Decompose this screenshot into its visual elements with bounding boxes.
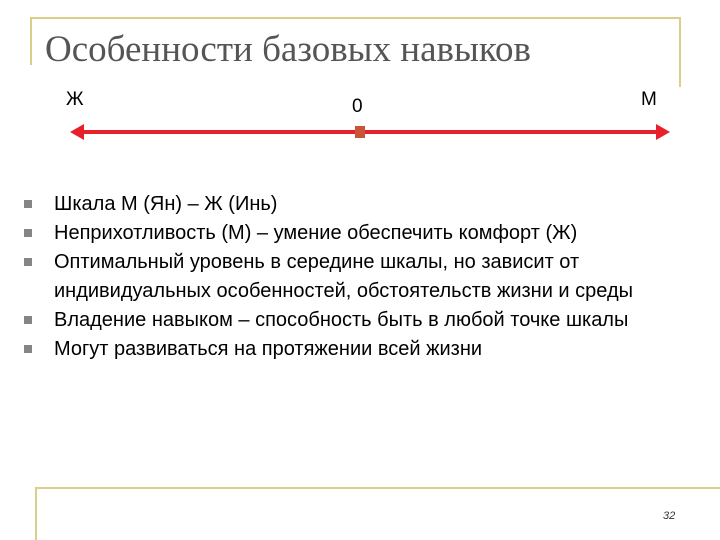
bullet-text: Могут развиваться на протяжении всей жизни	[54, 338, 483, 360]
list-item	[24, 306, 684, 335]
list-item	[24, 219, 684, 248]
bullet-marker-icon	[24, 200, 32, 208]
bullet-marker-icon	[24, 258, 32, 266]
slide-title: Особенности базовых навыков	[45, 29, 531, 70]
scale-right-label: М	[641, 89, 657, 110]
scale-center-label: 0	[352, 96, 363, 117]
bullet-list	[24, 190, 684, 364]
scale-line	[70, 118, 670, 146]
scale-center-marker	[355, 126, 365, 138]
frame-left-bottom-line	[35, 487, 37, 540]
frame-left-line	[30, 17, 32, 65]
frame-right-line	[679, 17, 681, 87]
bullet-marker-icon	[24, 229, 32, 237]
bullet-text: Оптимальный уровень в середине шкалы, но зависит от индивидуальных особенностей, обстоятельств жизни и среды	[54, 251, 634, 302]
scale-left-label: Ж	[66, 89, 84, 110]
list-item	[24, 335, 684, 364]
frame-bottom-line	[35, 487, 720, 489]
bullet-text: Шкала М (Ян) – Ж (Инь)	[54, 193, 278, 215]
bullet-marker-icon	[24, 345, 32, 353]
bullet-text: Владение навыком – способность быть в любой точке шкалы	[54, 309, 629, 331]
scale-right-arrow-icon	[656, 124, 670, 140]
list-item	[24, 190, 684, 219]
frame-top-line	[30, 17, 680, 19]
bullet-marker-icon	[24, 316, 32, 324]
page-number: 32	[663, 510, 676, 522]
list-item	[24, 248, 684, 306]
scale-left-arrow-icon	[70, 124, 84, 140]
bullet-text: Неприхотливость (М) – умение обеспечить комфорт (Ж)	[54, 222, 578, 244]
